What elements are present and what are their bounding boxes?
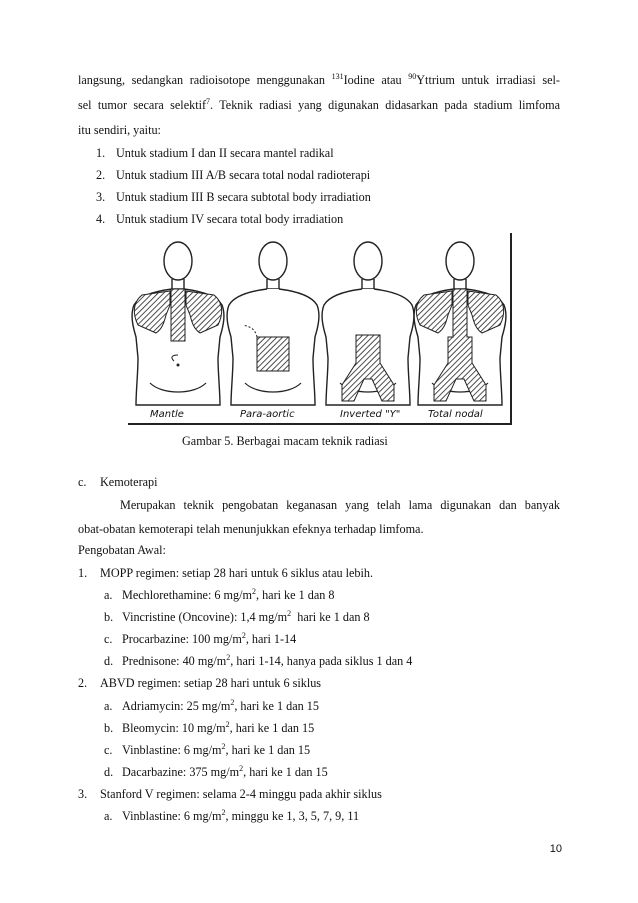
regimen-title: 3. Stanford V regimen: selama 2-4 minggu pada akhir siklus	[78, 787, 382, 801]
regimen-item: c. Procarbazine: 100 $mg/m^2$, hari 1-14	[104, 631, 297, 646]
section-subheading: Pengobatan Awal:	[78, 543, 166, 557]
page-number: 10	[549, 843, 562, 855]
figure-label-total-nodal: Total nodal	[428, 409, 483, 420]
stage-item: 2. Untuk stadium III A/B secara total nodal radioterapi	[96, 168, 371, 182]
inverted-y-figure	[322, 242, 414, 405]
regimen-item: d. Prednisone: 40 $mg/m^2$, hari 1-14, hanya pada siklus 1 dan 4	[104, 653, 413, 668]
stage-item: 1. Untuk stadium I dan II secara mantel radikal	[96, 146, 334, 160]
section-heading: c. Kemoterapi	[78, 475, 158, 489]
total-nodal-figure	[414, 242, 506, 405]
intro-line-1: langsung, sedangkan radioisotope menggunakan $^{131}$Iodine atau $^{90}$Yttrium untuk irradiasi sel-	[78, 72, 560, 87]
regimen-item: b. Bleomycin: 10 $mg/m^2$, hari ke 1 dan 15	[104, 720, 315, 735]
regimen-item: a. Adriamycin: 25 $mg/m^2$, hari ke 1 dan 15	[104, 698, 319, 713]
regimen-title: 2. ABVD regimen: setiap 28 hari untuk 6 siklus	[78, 676, 322, 690]
section-paragraph-line-1: Merupakan teknik pengobatan keganasan yang telah lama digunakan dan banyak	[120, 498, 560, 512]
intro-line-3: itu sendiri, yaitu:	[78, 123, 161, 137]
figure-caption: Gambar 5. Berbagai macam teknik radiasi	[182, 434, 388, 448]
regimen-item: c. Vinblastine: 6 $mg/m^2$, hari ke 1 dan 15	[104, 742, 311, 757]
para-aortic-figure	[227, 242, 319, 405]
figure-label-para-aortic: Para-aortic	[240, 409, 295, 420]
section-paragraph-line-2: obat-obatan kemoterapi telah menunjukkan efeknya terhadap limfoma.	[78, 522, 424, 536]
intro-line-2: sel tumor secara selektif$^7$. Teknik radiasi yang digunakan didasarkan pada stadium limfoma	[78, 97, 560, 112]
figure-label-inverted-y: Inverted "Y"	[340, 409, 401, 420]
radiation-techniques-figure	[128, 233, 512, 425]
regimen-item: a. Mechlorethamine: 6 $mg/m^2$, hari ke 1 dan 8	[104, 587, 335, 602]
stage-item: 3. Untuk stadium III B secara subtotal body irradiation	[96, 190, 371, 204]
body-outlines-illustration	[128, 233, 510, 423]
regimen-item: b. Vincristine (Oncovine): 1,4 $mg/m^2$ hari ke 1 dan 8	[104, 609, 370, 624]
regimen-item: a. Vinblastine: 6 $mg/m^2$, minggu ke 1, 3, 5, 7, 9, 11	[104, 808, 360, 823]
figure-label-mantle: Mantle	[150, 409, 184, 420]
regimen-item: d. Dacarbazine: 375 $mg/m^2$, hari ke 1 dan 15	[104, 764, 328, 779]
stage-item: 4. Untuk stadium IV secara total body irradiation	[96, 212, 344, 226]
regimen-title: 1. MOPP regimen: setiap 28 hari untuk 6 siklus atau lebih.	[78, 566, 374, 580]
mantle-figure	[132, 242, 224, 405]
